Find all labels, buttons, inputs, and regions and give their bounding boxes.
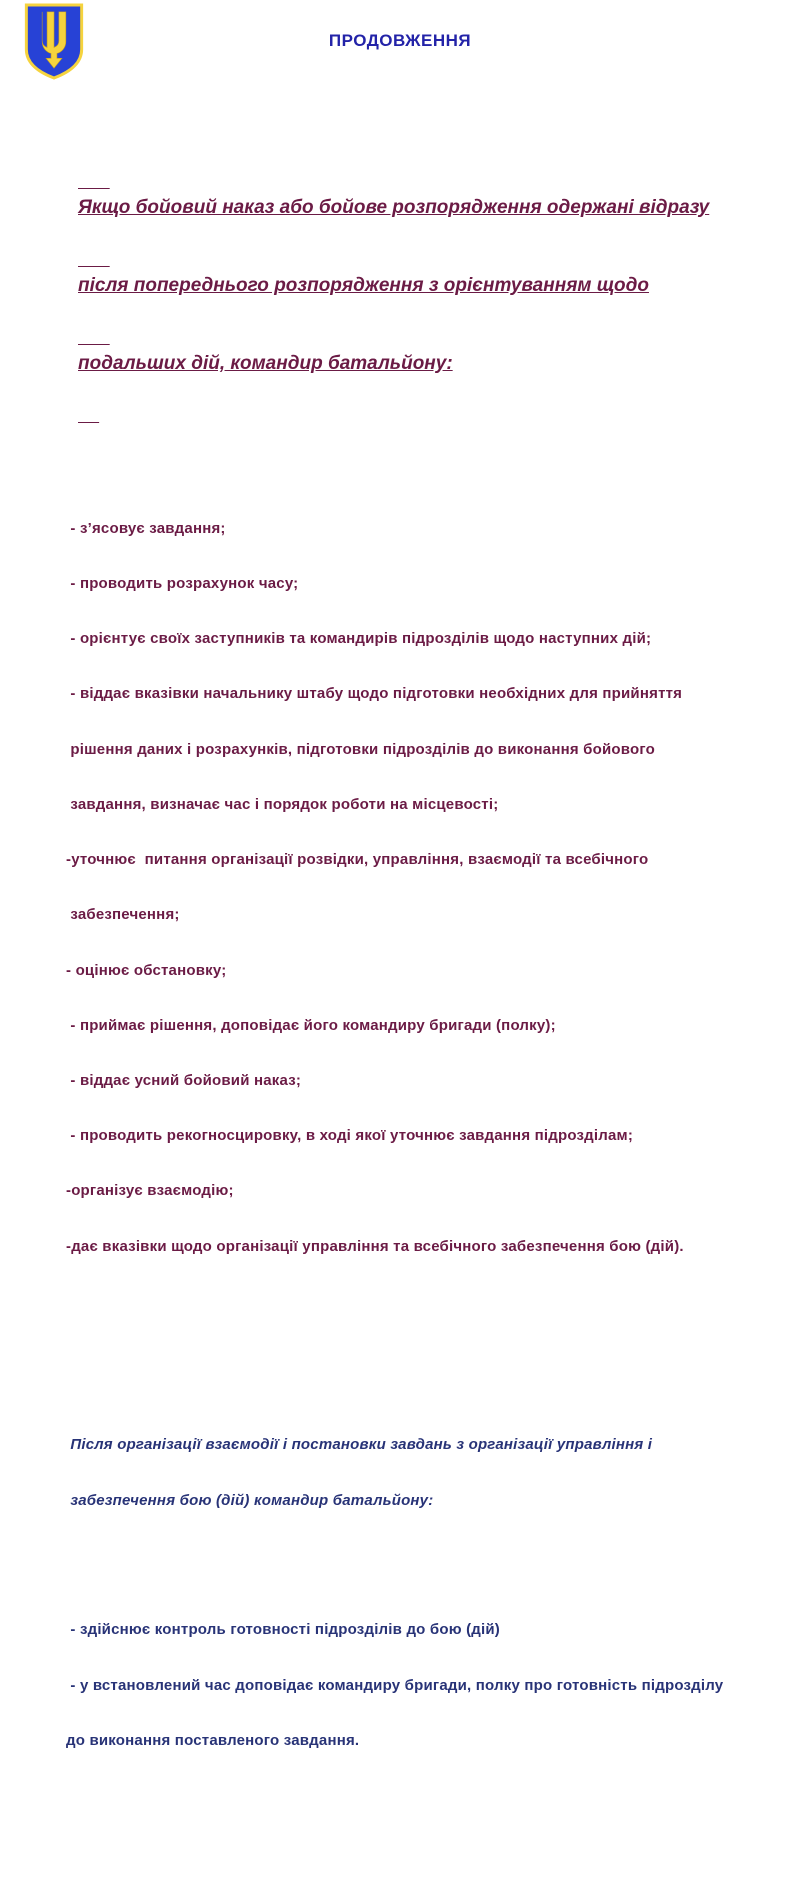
list-item: - проводить рекогносцировку, в ході якої уточнює завдання підрозділам; (66, 1127, 634, 1145)
list-item: - орієнтує своїх заступників та командирів підрозділів щодо наступних дій; (66, 630, 652, 648)
list-item: - здійснює контроль готовності підрозділів до бою (дій) (66, 1620, 500, 1638)
heading-line: Після організації взаємодії і постановки завдань з організації управління і (66, 1436, 653, 1454)
section2-list (66, 1584, 770, 1789)
list-item: - проводить розрахунок часу; (66, 575, 299, 593)
section2 (66, 1363, 770, 1824)
list-item: до виконання поставленого завдання. (66, 1732, 360, 1750)
list-item: - приймає рішення, доповідає його командиру бригади (полку); (66, 1016, 556, 1034)
list-item: рішення даних і розрахунків, підготовки підрозділів до виконання бойового (66, 740, 655, 758)
list-item: -уточнює питання організації розвідки, управління, взаємодії та всебічного (66, 851, 649, 869)
heading-line: після попереднього розпорядження з орієнтуванням щодо (78, 275, 649, 296)
list-item: - віддає вказівки начальнику штабу щодо підготовки необхідних для прийняття (66, 685, 683, 703)
list-item: - у встановлений час доповідає командиру бригади, полку про готовність підрозділу (66, 1676, 724, 1694)
section2-heading (66, 1399, 770, 1548)
list-item: -організує взаємодію; (66, 1182, 234, 1200)
list-item: - віддає усний бойовий наказ; (66, 1072, 302, 1089)
list-item: завдання, визначає час і порядок роботи на місцевості; (66, 795, 499, 813)
list-item: -дає вказівки щодо організації управління та всебічного забезпечення бою (дій). (66, 1237, 684, 1255)
heading-line: подальших дій, командир батальйону: (78, 353, 453, 374)
section1-list (66, 483, 770, 1293)
heading-line: Якщо бойовий наказ або бойове розпорядження одержані відразу (78, 197, 710, 218)
list-item: - оцінює обстановку; (66, 961, 227, 979)
list-item: - з’ясовує завдання; (66, 519, 226, 537)
list-item: забезпечення; (66, 906, 180, 924)
heading-line: забезпечення бою (дій) командир батальйону: (66, 1491, 434, 1509)
section1-heading (78, 143, 770, 429)
page-title: ПРОДОВЖЕННЯ (328, 31, 472, 50)
slide-body (66, 89, 770, 1878)
